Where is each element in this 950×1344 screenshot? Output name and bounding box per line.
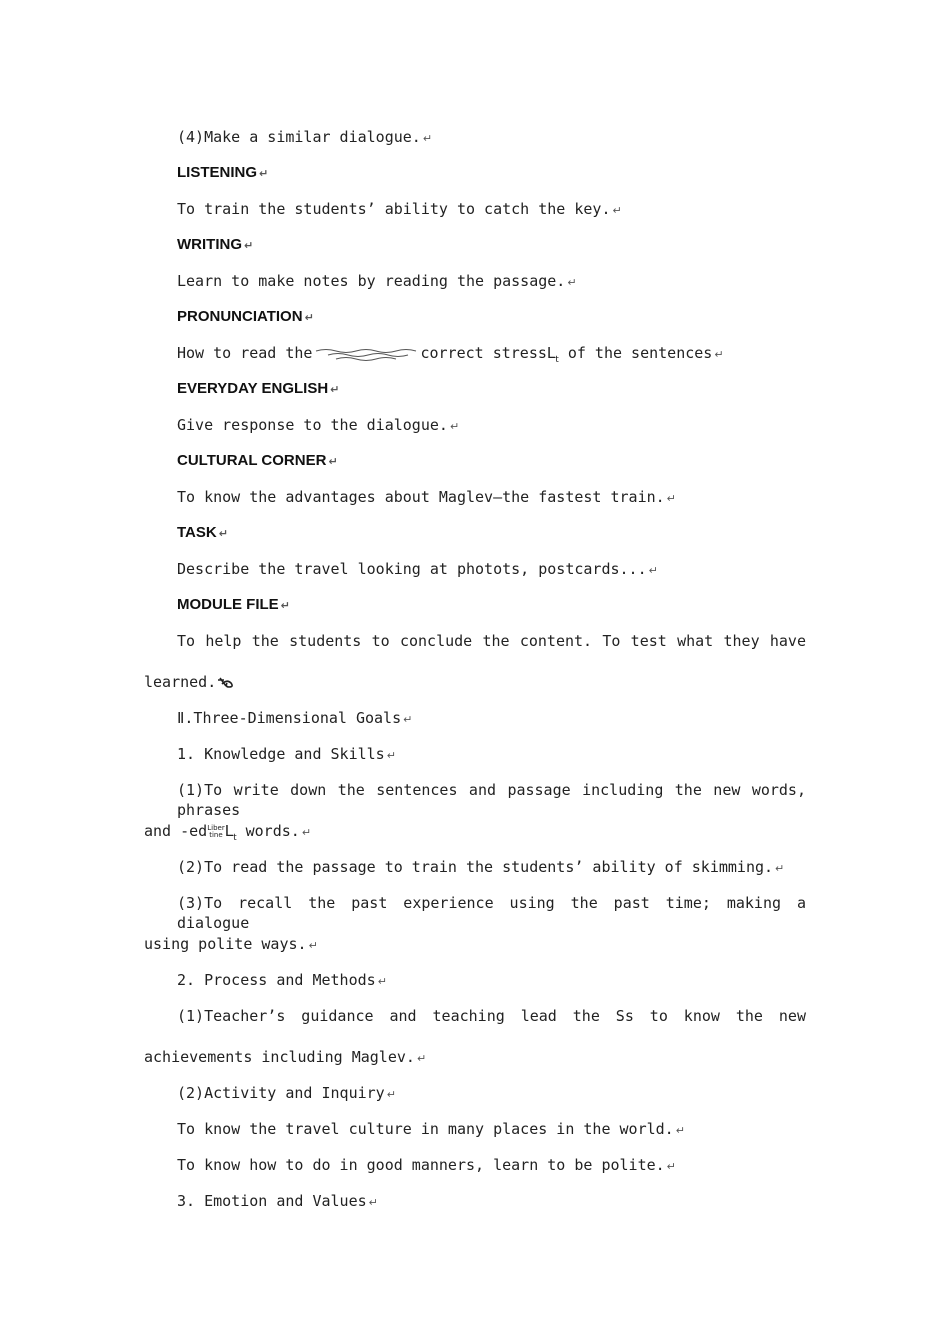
text: learned. xyxy=(144,673,217,691)
text: (1)Teacher’s guidance and teaching lead the Ss to know the new xyxy=(177,1007,806,1025)
text: How to read the xyxy=(177,344,313,362)
heading-text: Ⅱ.Three-Dimensional Goals xyxy=(177,709,402,727)
text: 3. Emotion and Values xyxy=(177,1192,367,1210)
text: To know how to do in good manners, learn to be polite. xyxy=(177,1156,665,1174)
activity-inquiry xyxy=(177,1083,396,1105)
paragraph-mark: ↵ xyxy=(377,975,387,988)
paragraph-mark: ↵ xyxy=(714,348,724,361)
knowledge-skills xyxy=(177,744,396,766)
text: (1)To write down the sentences and passage including the new words, phrases xyxy=(177,781,806,819)
heading-text: PRONUNCIATION xyxy=(177,308,303,325)
paragraph-mark: ↵ xyxy=(567,276,577,289)
text: correct stress xyxy=(420,344,547,362)
paragraph-mark: ↵ xyxy=(304,311,314,324)
paragraph-mark: ↵ xyxy=(308,939,318,952)
goal-2 xyxy=(177,857,784,879)
text: using polite ways. xyxy=(144,935,307,953)
squiggle-icon xyxy=(314,346,418,362)
heading-everyday-english xyxy=(177,379,339,400)
activity-line xyxy=(177,127,432,149)
goal-1-line1 xyxy=(177,780,806,820)
text: 1. Knowledge and Skills xyxy=(177,745,385,763)
pronunciation-text xyxy=(177,343,724,370)
text: words. xyxy=(245,822,300,840)
paragraph-mark: ↵ xyxy=(422,132,433,145)
heading-text: WRITING xyxy=(177,236,242,253)
heading-text: LISTENING xyxy=(177,164,258,181)
goal-3-line1 xyxy=(177,893,806,933)
paragraph-mark: ↵ xyxy=(675,1124,685,1137)
paragraph-mark: ↵ xyxy=(666,1160,676,1173)
paragraph-mark: ↵ xyxy=(259,167,269,180)
text: Describe the travel looking at photots, postcards... xyxy=(177,560,647,578)
process-methods xyxy=(177,970,387,992)
text: Learn to make notes by reading the passage. xyxy=(177,272,566,290)
heading-pronunciation xyxy=(177,307,314,328)
emotion-values xyxy=(177,1191,378,1213)
text: (3)To recall the past experience using the past time; making a dialogue xyxy=(177,894,806,932)
libertine-mark-icon: Liber tine xyxy=(207,823,225,839)
text: (2)Activity and Inquiry xyxy=(177,1084,385,1102)
text: achievements including Maglev. xyxy=(144,1048,415,1066)
goal-1-line2 xyxy=(144,821,311,848)
heading-listening xyxy=(177,163,268,184)
paragraph-mark: ↵ xyxy=(648,564,658,577)
paragraph-mark: ↵ xyxy=(775,862,785,875)
paragraph-mark: ↵ xyxy=(330,383,340,396)
paragraph-mark: ↵ xyxy=(386,749,396,762)
paragraph-mark: ↵ xyxy=(218,527,228,540)
listening-text xyxy=(177,199,622,221)
text: and -ed xyxy=(144,822,208,840)
heading-module-file xyxy=(177,595,290,616)
text: To help the students to conclude the content. To test what they have xyxy=(177,632,806,650)
heading-cultural-corner xyxy=(177,451,338,472)
writing-text xyxy=(177,271,577,293)
module-text-line1 xyxy=(177,631,806,651)
text: (4)Make a similar dialogue. xyxy=(177,128,421,146)
text: Give response to the dialogue. xyxy=(177,416,448,434)
task-text xyxy=(177,559,658,581)
process-1-line1 xyxy=(177,1006,806,1026)
text: To know the advantages about Maglev—the fastest train. xyxy=(177,488,665,506)
paragraph-mark: ↵ xyxy=(403,713,413,726)
paragraph-mark: ↵ xyxy=(666,492,676,505)
paragraph-mark: ↵ xyxy=(612,204,622,217)
text: of the sentences xyxy=(567,344,713,362)
tone-mark-icon: $L_t$ xyxy=(224,822,237,843)
paragraph-mark: ↵ xyxy=(449,420,460,433)
process-1-line2 xyxy=(144,1047,426,1069)
paragraph-mark: ↵ xyxy=(416,1052,427,1065)
section-heading-goals xyxy=(177,708,412,730)
scribble-icon xyxy=(216,676,236,690)
heading-text: TASK xyxy=(177,524,217,541)
paragraph-mark: ↵ xyxy=(280,599,290,612)
goal-3-line2 xyxy=(144,934,318,956)
paragraph-mark: ↵ xyxy=(301,826,312,839)
tone-mark-icon: $L_t$ xyxy=(546,344,559,365)
paragraph-mark: ↵ xyxy=(386,1088,396,1101)
text: To train the students’ ability to catch the key. xyxy=(177,200,611,218)
heading-text: MODULE FILE xyxy=(177,596,279,613)
text: (2)To read the passage to train the students’ ability of skimming. xyxy=(177,858,774,876)
manners-text xyxy=(177,1155,676,1177)
paragraph-mark: ↵ xyxy=(244,239,254,252)
paragraph-mark: ↵ xyxy=(368,1196,378,1209)
paragraph-mark: ↵ xyxy=(328,455,338,468)
everyday-text xyxy=(177,415,459,437)
heading-task xyxy=(177,523,228,544)
text: 2. Process and Methods xyxy=(177,971,376,989)
cultural-text xyxy=(177,487,676,509)
heading-writing xyxy=(177,235,253,256)
heading-text: CULTURAL CORNER xyxy=(177,452,327,469)
travel-culture-text xyxy=(177,1119,685,1141)
module-text-line2 xyxy=(144,672,236,692)
text: To know the travel culture in many places in the world. xyxy=(177,1120,674,1138)
heading-text: EVERYDAY ENGLISH xyxy=(177,380,329,397)
